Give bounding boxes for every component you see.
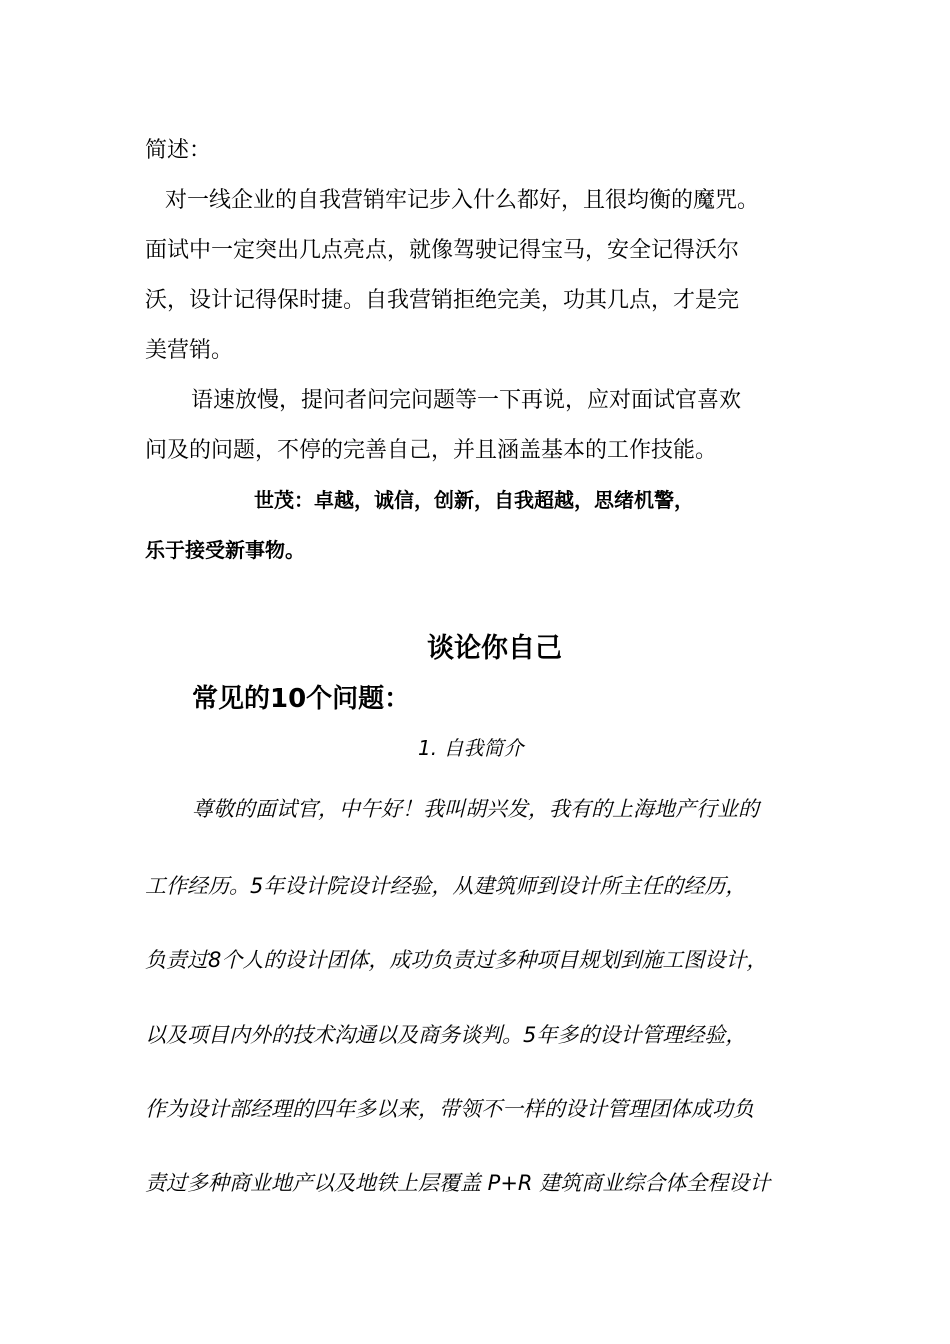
answer-line-4: 以及项目内外的技术沟通以及商务谈判。5年多的设计管理经验， [145, 1023, 747, 1047]
answer-line-1: 尊敬的面试官，中午好！我叫胡兴发，我有的上海地产行业的 [192, 797, 759, 821]
section-subtitle: 常见的10个问题： [192, 684, 411, 714]
summary-paragraph1-line1: 对一线企业的自我营销牢记步入什么都好，且很均衡的魔咒。 [165, 188, 760, 213]
summary-paragraph1-line2: 面试中一定突出几点亮点，就像驾驶记得宝马，安全记得沃尔 [145, 238, 740, 263]
shimao-values-line2: 乐于接受新事物。 [145, 538, 305, 562]
answer-line-3: 负责过8个人的设计团体，成功负责过多种项目规划到施工图设计， [145, 948, 768, 972]
answer-line-2: 工作经历。5年设计院设计经验，从建筑师到设计所主任的经历， [145, 874, 747, 898]
answer-line-6: 责过多种商业地产以及地铁上层覆盖 P+R 建筑商业综合体全程设计 [145, 1171, 771, 1195]
summary-paragraph2-line1: 语速放慢，提问者问完问题等一下再说，应对面试官喜欢 [191, 388, 742, 413]
question-1-title: 1. 自我简介 [418, 736, 524, 760]
shimao-values-line1: 世茂：卓越，诚信，创新，自我超越，思绪机警， [254, 488, 694, 512]
summary-paragraph1-line4: 美营销。 [145, 338, 234, 363]
summary-paragraph2-line2: 问及的问题，不停的完善自己，并且涵盖基本的工作技能。 [145, 438, 718, 463]
summary-heading: 简述： [145, 138, 212, 163]
answer-line-5: 作为设计部经理的四年多以来，带领不一样的设计管理团体成功负 [145, 1097, 754, 1121]
section-title: 谈论你自己 [427, 633, 562, 664]
summary-paragraph1-line3: 沃，设计记得保时捷。自我营销拒绝完美，功其几点，才是完 [145, 288, 740, 313]
